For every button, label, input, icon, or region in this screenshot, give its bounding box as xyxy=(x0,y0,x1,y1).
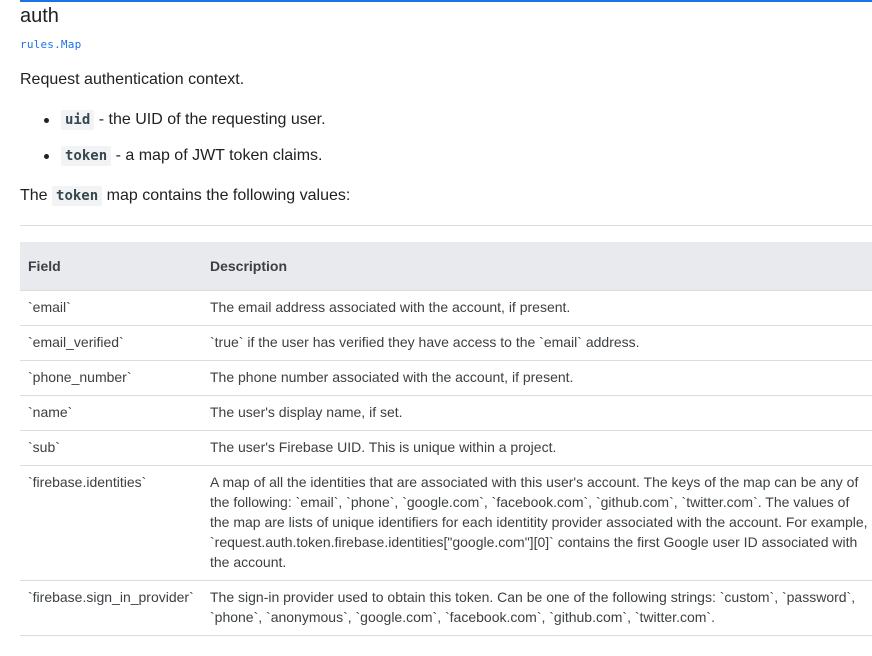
cell-field: `name` xyxy=(20,396,202,431)
bullet-text: - the UID of the requesting user. xyxy=(94,111,326,128)
cell-description: The email address associated with the account, if present. xyxy=(202,291,872,326)
table-header-row xyxy=(20,242,872,291)
top-rule xyxy=(20,0,872,2)
type-link[interactable]: rules.Map xyxy=(20,38,82,51)
table-row xyxy=(20,431,872,466)
token-fields-table xyxy=(20,242,872,636)
code-token: token xyxy=(61,146,111,166)
code-uid: uid xyxy=(61,110,94,130)
cell-description: The user's display name, if set. xyxy=(202,396,872,431)
table-row xyxy=(20,326,872,361)
header-description: Description xyxy=(202,242,872,291)
cell-description: The phone number associated with the account, if present. xyxy=(202,361,872,396)
table-row xyxy=(20,396,872,431)
bullet-list xyxy=(20,108,326,180)
cell-field: `email` xyxy=(20,291,202,326)
token-sentence-before: The xyxy=(20,187,53,204)
cell-description: `true` if the user has verified they have access to the `email` address. xyxy=(202,326,872,361)
page-title: auth xyxy=(20,5,59,27)
cell-field: `phone_number` xyxy=(20,361,202,396)
code-token-inline: token xyxy=(52,186,102,206)
cell-description: The user's Firebase UID. This is unique within a project. xyxy=(202,431,872,466)
table-row xyxy=(20,361,872,396)
table-row xyxy=(20,466,872,581)
token-sentence-after: map contains the following values: xyxy=(102,187,351,204)
cell-description: The sign-in provider used to obtain this token. Can be one of the following strings: `custom`, `password`, `phone`, `anonymous`, `google.com`, `facebook.com`, `github.com`, `twitter.com`. xyxy=(202,581,872,636)
intro-text: Request authentication context. xyxy=(20,71,245,88)
cell-field: `firebase.sign_in_provider` xyxy=(20,581,202,636)
list-item xyxy=(20,108,326,132)
cell-field: `sub` xyxy=(20,431,202,466)
divider xyxy=(20,225,872,226)
bullet-text: - a map of JWT token claims. xyxy=(111,147,323,164)
table-row xyxy=(20,581,872,636)
list-item xyxy=(20,144,326,168)
token-sentence xyxy=(20,186,350,206)
header-field: Field xyxy=(20,242,202,291)
cell-field: `email_verified` xyxy=(20,326,202,361)
cell-field: `firebase.identities` xyxy=(20,466,202,581)
table-row xyxy=(20,291,872,326)
cell-description: A map of all the identities that are associated with this user's account. The keys of the map can be any of the following: `email`, `phone`, `google.com`, `facebook.com`, `github.com`, `twitter.com`. The values of the map are lists of unique identifiers for each identitity provider associated with the account. For example, `request.auth.token.firebase.identities["google.com"][0]` contains the first Google user ID associated with the account. xyxy=(202,466,872,581)
